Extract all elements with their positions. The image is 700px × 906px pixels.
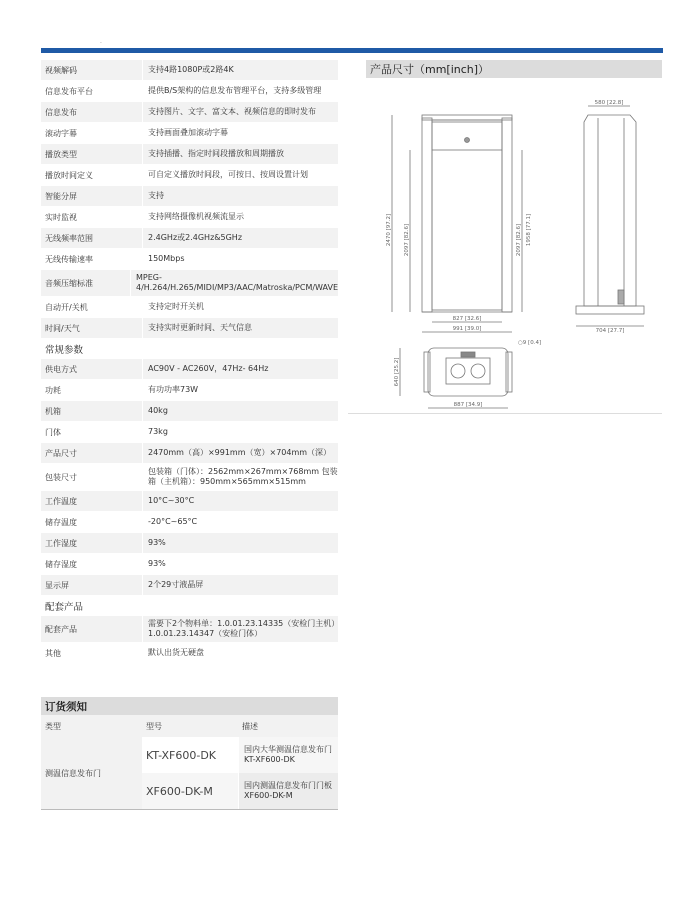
spec-row xyxy=(41,207,338,228)
spec-key: 机箱 xyxy=(41,401,142,421)
spec-value: MPEG-4/H.264/H.265/MIDI/MP3/AAC/Matroska/PCM/WAVE xyxy=(130,270,338,296)
spec-row xyxy=(41,443,338,464)
spec-row xyxy=(41,491,338,512)
order-type-cell: 测温信息发布门 xyxy=(41,737,142,809)
dim-base-depth: 704 [27.7] xyxy=(595,328,625,334)
spec-row xyxy=(41,186,338,207)
dim-plan-depth: 640 [25.2] xyxy=(394,357,400,387)
order-title: 订货须知 xyxy=(41,697,338,715)
spec-key: 供电方式 xyxy=(41,359,142,379)
spec-key: 储存温度 xyxy=(41,512,142,532)
order-desc-column xyxy=(238,737,338,809)
spec-value: 支持定时开关机 xyxy=(142,297,338,317)
spec-key: 视频解码 xyxy=(41,60,142,80)
spec-key: 配套产品 xyxy=(41,616,142,642)
order-desc-2: 国内测温信息发布门门板XF600-DK-M xyxy=(238,773,338,809)
spec-row xyxy=(41,575,338,596)
spec-table xyxy=(41,60,338,810)
spec-row xyxy=(41,616,338,643)
spec-row xyxy=(41,228,338,249)
section-general-title: 常规参数 xyxy=(45,345,84,356)
header-mark: · xyxy=(100,40,102,47)
spec-key: 工作湿度 xyxy=(41,533,142,553)
dimensions-title: 产品尺寸（mm[inch]） xyxy=(366,60,662,78)
spec-value: -20°C~65°C xyxy=(142,512,338,532)
spec-key: 时间/天气 xyxy=(41,318,142,338)
spec-key: 其他 xyxy=(41,643,142,663)
spec-key: 工作温度 xyxy=(41,491,142,511)
spec-row xyxy=(41,249,338,270)
spec-key: 储存湿度 xyxy=(41,554,142,574)
dim-width-inner: 827 [32.6] xyxy=(452,316,482,322)
spec-value: AC90V - AC260V，47Hz- 64Hz xyxy=(142,359,338,379)
spec-key: 信息发布平台 xyxy=(41,81,142,101)
spec-key: 实时监视 xyxy=(41,207,142,227)
spec-key: 无线传输速率 xyxy=(41,249,142,269)
side-door-outline xyxy=(584,115,636,306)
dim-height-inner: 2097 [82.6] xyxy=(404,223,410,257)
spec-row xyxy=(41,318,338,339)
spec-group-c xyxy=(41,616,338,664)
dim-plan-width: 887 [34.9] xyxy=(453,402,483,408)
order-header-type: 类型 xyxy=(45,721,61,731)
spec-row xyxy=(41,165,338,186)
spec-row xyxy=(41,123,338,144)
spec-row xyxy=(41,60,338,81)
spec-row xyxy=(41,81,338,102)
order-model-2: XF600-DK-M xyxy=(142,773,238,809)
spec-value: 需要下2个物料单：1.0.01.23.14335（安检门主机）1.0.01.23.14347（安检门体） xyxy=(142,616,338,642)
spec-key: 门体 xyxy=(41,422,142,442)
spec-group-a xyxy=(41,60,338,339)
spec-row xyxy=(41,401,338,422)
spec-row xyxy=(41,422,338,443)
spec-value: 可自定义播放时间段，可按日、按周设置计划 xyxy=(142,165,338,185)
order-header-row xyxy=(41,715,338,737)
spec-key: 音频压缩标准 xyxy=(41,270,130,296)
dim-height-side: 2097 [82.6] xyxy=(516,223,522,257)
spec-row xyxy=(41,533,338,554)
front-door-frame xyxy=(432,120,502,310)
spec-row xyxy=(41,297,338,318)
spec-row xyxy=(41,554,338,575)
dim-top-depth: 580 [22.8] xyxy=(594,100,624,106)
spec-key: 产品尺寸 xyxy=(41,443,142,463)
spec-value: 150Mbps xyxy=(142,249,338,269)
spec-value: 支持画面叠加滚动字幕 xyxy=(142,123,338,143)
spec-key: 信息发布 xyxy=(41,102,142,122)
spec-value: 93% xyxy=(142,533,338,553)
spec-value: 支持图片、文字、富文本、视频信息的即时发布 xyxy=(142,102,338,122)
spec-key: 包装尺寸 xyxy=(41,464,142,490)
spec-value: 2.4GHz或2.4GHz&5GHz xyxy=(142,228,338,248)
header-bar xyxy=(41,48,663,53)
spec-value: 10°C~30°C xyxy=(142,491,338,511)
right-divider xyxy=(348,413,662,414)
spec-row xyxy=(41,512,338,533)
section-accessory-title: 配套产品 xyxy=(45,602,84,613)
spec-key: 自动开/关机 xyxy=(41,297,142,317)
spec-value: 40kg xyxy=(142,401,338,421)
spec-value: 包装箱（门体）：2562mm×267mm×768mm 包装箱（主机箱）：950mm×565mm×515mm xyxy=(142,464,338,490)
spec-value: 默认出货无硬盘 xyxy=(142,643,338,663)
dim-width-outer: 991 [39.0] xyxy=(452,326,482,332)
spec-key: 播放时间定义 xyxy=(41,165,142,185)
spec-value: 支持4路1080P或2路4K xyxy=(142,60,338,80)
spec-key: 智能分屏 xyxy=(41,186,142,206)
dim-side-mid: 1958 [77.1] xyxy=(526,213,532,247)
spec-value: 支持网络摄像机视频流显示 xyxy=(142,207,338,227)
order-model-1: KT-XF600-DK xyxy=(142,737,238,773)
spec-key: 播放类型 xyxy=(41,144,142,164)
spec-row xyxy=(41,359,338,380)
spec-key: 滚动字幕 xyxy=(41,123,142,143)
spec-row xyxy=(41,144,338,165)
order-body xyxy=(41,737,338,810)
spec-value: 支持实时更新时间、天气信息 xyxy=(142,318,338,338)
spec-value: 有功功率73W xyxy=(142,380,338,400)
spec-value: 2470mm（高）×991mm（宽）×704mm（深） xyxy=(142,443,338,463)
spec-value: 提供B/S架构的信息发布管理平台，支持多级管理 xyxy=(142,81,338,101)
spec-row xyxy=(41,643,338,664)
dim-diameter: ○9 [0.4] xyxy=(518,340,542,346)
order-header-model: 型号 xyxy=(146,721,162,731)
spec-value: 73kg xyxy=(142,422,338,442)
dimension-drawing xyxy=(366,80,662,420)
order-desc-1: 国内大华测温信息发布门KT-XF600-DK xyxy=(238,737,338,773)
order-header-desc: 描述 xyxy=(242,721,258,731)
spec-key: 功耗 xyxy=(41,380,142,400)
spec-key: 无线频率范围 xyxy=(41,228,142,248)
spec-row xyxy=(41,380,338,401)
spec-row xyxy=(41,270,338,297)
spec-row xyxy=(41,102,338,123)
dim-height-total: 2470 [97.2] xyxy=(386,213,392,247)
spec-key: 显示屏 xyxy=(41,575,142,595)
dimension-drawing-svg xyxy=(366,80,662,420)
spec-value: 2个29寸液晶屏 xyxy=(142,575,338,595)
spec-value: 93% xyxy=(142,554,338,574)
spec-value: 支持插播、指定时间段播放和周期播放 xyxy=(142,144,338,164)
order-model-column xyxy=(142,737,238,809)
spec-value: 支持 xyxy=(142,186,338,206)
spec-row xyxy=(41,464,338,491)
spec-group-b xyxy=(41,359,338,596)
